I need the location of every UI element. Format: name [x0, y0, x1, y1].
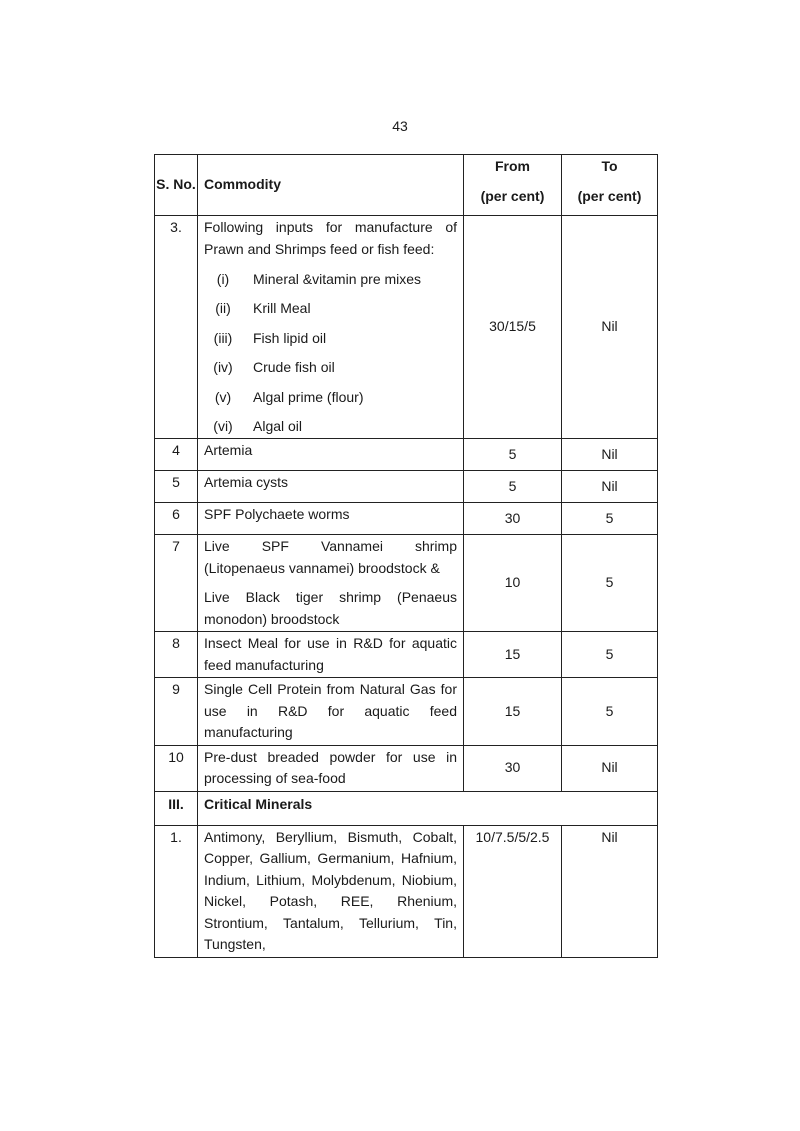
row-from: 15: [464, 632, 562, 678]
row-from: 30: [464, 503, 562, 535]
row-sno: 1.: [155, 825, 198, 957]
row-commodity: [198, 216, 464, 439]
row-sno: 8: [155, 632, 198, 678]
row-commodity: Artemia: [198, 439, 464, 471]
header-to: [562, 155, 658, 216]
table-row: [155, 216, 658, 439]
row7-commodity-part-a: Live SPF Vannamei shrimp (Litopenaeus vannamei) broodstock &: [204, 538, 457, 576]
list-item: [204, 269, 457, 290]
row-commodity: SPF Polychaete worms: [198, 503, 464, 535]
list-item: [204, 357, 457, 378]
list-item: [204, 328, 457, 349]
row-sno: 4: [155, 439, 198, 471]
list-item-text: Algal oil: [253, 418, 303, 434]
header-from: [464, 155, 562, 216]
table-row: [155, 678, 658, 746]
section-number: III.: [155, 791, 198, 825]
row-to: Nil: [562, 745, 658, 791]
list-item: [204, 416, 457, 437]
row-commodity: Single Cell Protein from Natural Gas for use in R&D for aquatic feed manufacturing: [198, 678, 464, 746]
row-to: Nil: [562, 439, 658, 471]
table-row: [155, 745, 658, 791]
table-header-row: [155, 155, 658, 216]
row-from: 5: [464, 439, 562, 471]
row-to: Nil: [562, 216, 658, 439]
list-item-number: (i): [216, 270, 230, 287]
row7-commodity-part-b: Live Black tiger shrimp (Penaeus monodon) broodstock: [204, 589, 457, 627]
customs-duty-table: [154, 154, 658, 958]
section-title: Critical Minerals: [198, 791, 658, 825]
row-commodity: Pre-dust breaded powder for use in processing of sea-food: [198, 745, 464, 791]
list-item-number: (iv): [213, 359, 233, 375]
list-item-number: (v): [214, 388, 232, 405]
row-to: 5: [562, 503, 658, 535]
row-sno: 5: [155, 471, 198, 503]
header-to-unit: (per cent): [577, 187, 642, 204]
table-row: [155, 471, 658, 503]
table-row: [155, 439, 658, 471]
row-commodity: Antimony, Beryllium, Bismuth, Cobalt, Copper, Gallium, Germanium, Hafnium, Indium, Lithium, Molybdenum, Niobium, Nickel, Potash, REE, Rhenium, Strontium, Tantalum, Tellurium, Tin, Tungsten,: [198, 825, 464, 957]
row-sno: 9: [155, 678, 198, 746]
page-number: 43: [392, 118, 408, 134]
list-item-text: Crude fish oil: [253, 359, 335, 375]
table-row: [155, 503, 658, 535]
header-from-unit: (per cent): [480, 187, 545, 204]
list-item: [204, 298, 457, 319]
list-item-number: (ii): [215, 300, 231, 316]
row-sno: 3.: [155, 216, 198, 439]
list-item-number: (iii): [213, 329, 233, 346]
table-row: [155, 535, 658, 632]
list-item-text: Krill Meal: [253, 300, 311, 316]
header-from-label: From: [495, 158, 530, 174]
row-to: Nil: [562, 825, 658, 957]
section-row: [155, 791, 658, 825]
list-item: [204, 387, 457, 408]
row-sno: 7: [155, 535, 198, 632]
row-from: 5: [464, 471, 562, 503]
row-sno: 10: [155, 745, 198, 791]
row-to: 5: [562, 632, 658, 678]
header-commodity: Commodity: [198, 155, 464, 216]
row-from: 10/7.5/5/2.5: [464, 825, 562, 957]
table-row: [155, 632, 658, 678]
row-to: Nil: [562, 471, 658, 503]
row-from: 15: [464, 678, 562, 746]
list-item-text: Algal prime (flour): [253, 388, 364, 405]
list-item-text: Mineral &vitamin pre mixes: [253, 270, 422, 287]
row-from: 10: [464, 535, 562, 632]
row-from: 30/15/5: [464, 216, 562, 439]
list-item-number: (vi): [213, 418, 233, 434]
row-commodity: Insect Meal for use in R&D for aquatic feed manufacturing: [198, 632, 464, 678]
row-to: 5: [562, 678, 658, 746]
row-to: 5: [562, 535, 658, 632]
list-item-text: Fish lipid oil: [253, 329, 327, 346]
row-from: 30: [464, 745, 562, 791]
row-commodity: Artemia cysts: [198, 471, 464, 503]
header-sno: S. No.: [155, 155, 198, 216]
row-sno: 6: [155, 503, 198, 535]
table-row: [155, 825, 658, 957]
row-commodity: [198, 535, 464, 632]
header-to-label: To: [601, 158, 618, 174]
row3-intro: Following inputs for manufacture of Prawn and Shrimps feed or fish feed:: [204, 219, 457, 257]
